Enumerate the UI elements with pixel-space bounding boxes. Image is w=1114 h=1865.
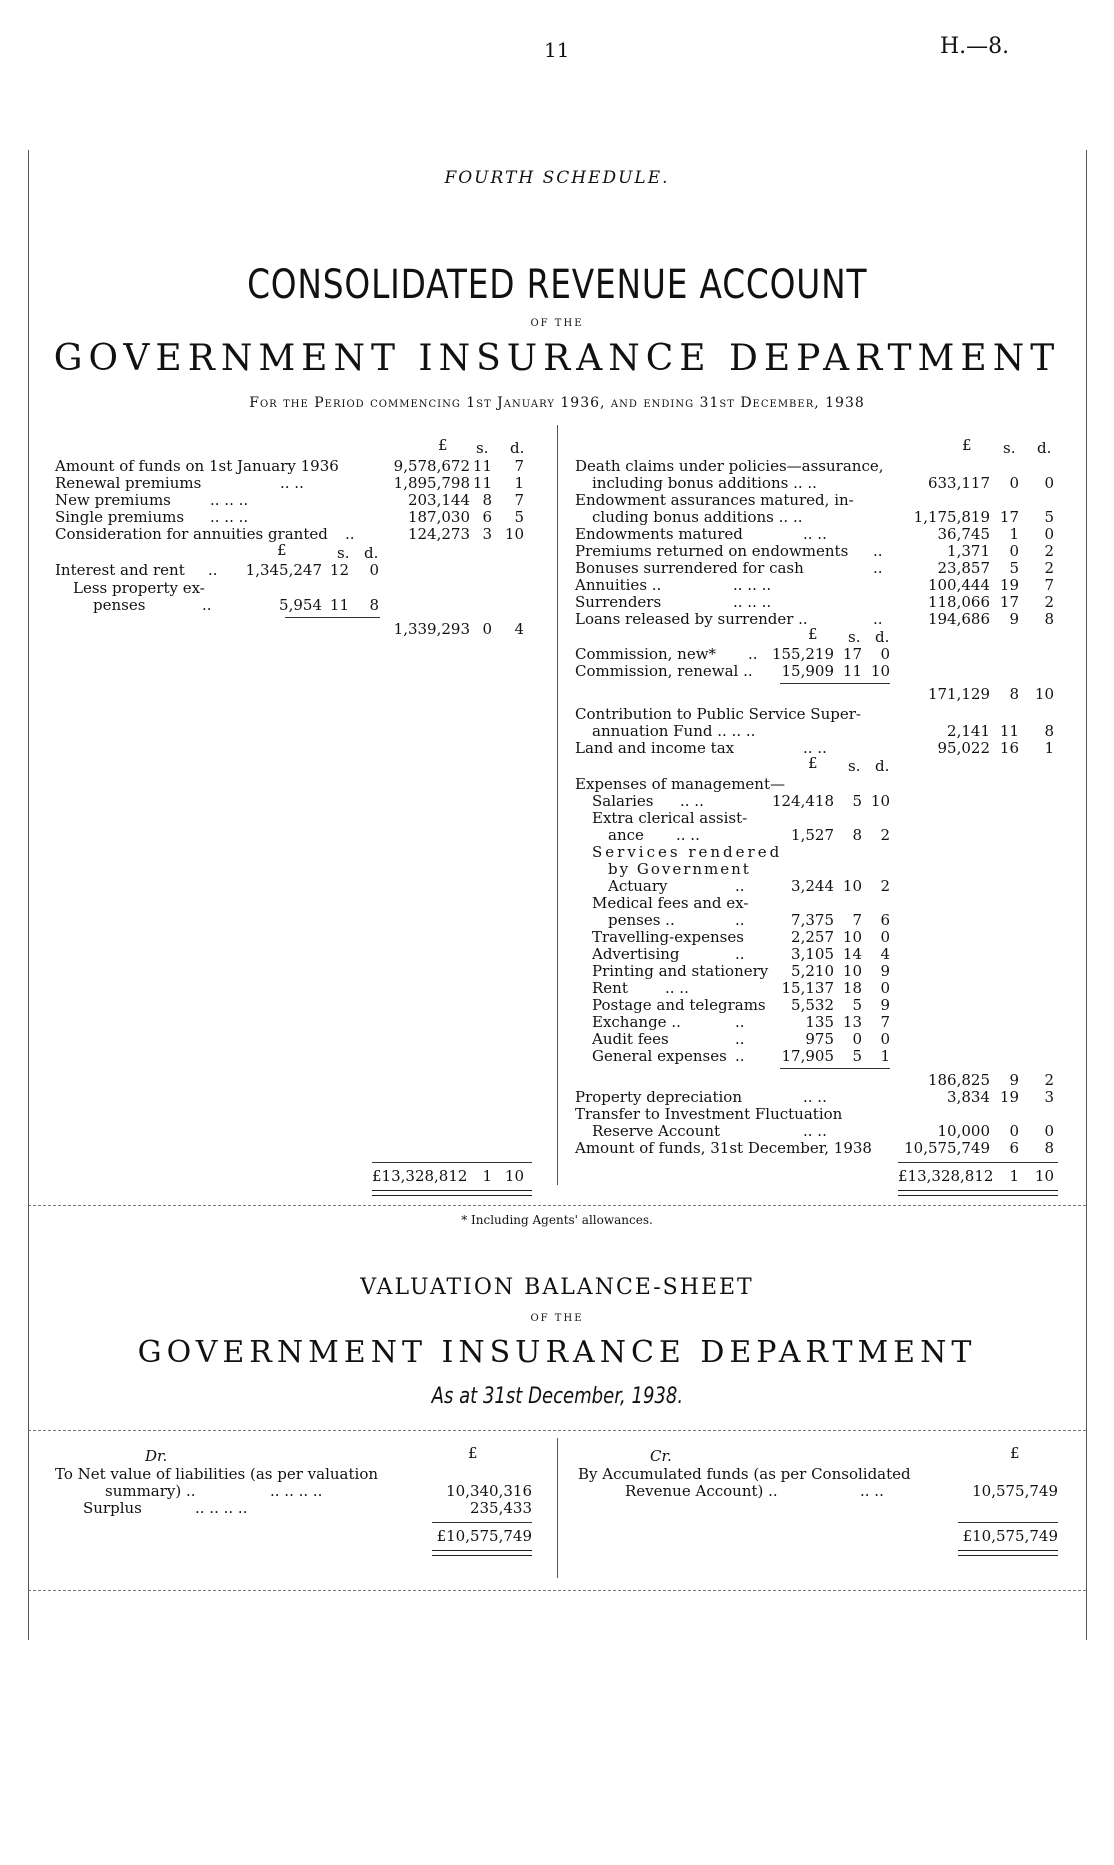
expenditure-item-pence: 2 [1044,593,1054,611]
expense-pence: 9 [880,996,890,1014]
expense-amount: 2,257 [791,928,834,946]
land-tax-pence: 1 [1044,739,1054,757]
of-the-label: OF THE [530,318,584,329]
revenue-item-shillings: 6 [482,508,492,526]
leader-dots: .. [748,645,758,663]
commission-total-amount: 171,129 [927,685,990,703]
surplus-amount: 235,433 [469,1499,532,1517]
column-divider [557,1438,558,1578]
expenditure-item-shillings: 17 [999,593,1019,611]
of-the-label: OF THE [530,1313,584,1324]
contribution-pence: 8 [1044,722,1054,740]
surplus-label: Surplus [83,1499,142,1517]
expense-amount: 3,105 [791,945,834,963]
right-total-amount: £13,328,812 [898,1167,994,1185]
document-reference: H.—8. [940,34,1010,59]
expense-shillings: 8 [852,826,862,844]
commission-renewal-pence: 10 [870,662,890,680]
revenue-item-shillings: 8 [482,491,492,509]
contribution-shillings: 11 [999,722,1019,740]
sub-pence-heading: d. [364,544,379,562]
expenditure-item-amount: 23,857 [937,559,990,577]
leader-dots: .. .. .. .. [270,1482,323,1500]
revenue-item-pence: 7 [514,491,524,509]
total-rule [432,1522,532,1523]
expenditure-item-pence: 0 [1044,525,1054,543]
expenditure-item-pence: 7 [1044,576,1054,594]
commission-total-pence: 10 [1034,685,1054,703]
expense-label: Audit fees [592,1030,669,1048]
expenditure-item-pence: 5 [1044,508,1054,526]
expense-shillings: 10 [842,962,862,980]
expense-label: Extra clerical assist- [592,809,748,827]
expense-pence: 10 [870,792,890,810]
commission-total-shillings: 8 [1009,685,1019,703]
leader-dots: .. .. .. [733,593,772,611]
expense-label-cont: ance [608,826,644,844]
expenditure-item-shillings: 1 [1009,525,1019,543]
expense-amount: 975 [805,1030,834,1048]
revenue-item-shillings: 3 [482,525,492,543]
credit-side-label: Cr. [650,1447,672,1465]
total-double-rule [898,1190,1058,1196]
leader-dots: .. .. [280,474,304,492]
commission-renewal-label: Commission, renewal .. [575,662,753,680]
liabilities-label: To Net value of liabilities (as per valuation [55,1465,379,1483]
leader-dots: .. .. .. [210,508,249,526]
total-rule [898,1162,1058,1163]
pound-heading: £ [962,436,972,454]
land-tax-shillings: 16 [999,739,1019,757]
leader-dots: .. .. .. [733,576,772,594]
less-property-amount: 5,954 [279,596,322,614]
leader-dots: .. .. .. .. [195,1499,248,1517]
expense-label-cont: by Government [608,860,751,878]
left-total-pence: 10 [504,1167,524,1185]
valuation-title: VALUATION BALANCE-SHEET [360,1275,754,1300]
sub-pence-heading: d. [875,757,890,775]
interest-sub-amount: 1,345,247 [245,561,322,579]
revenue-item-label: Consideration for annuities granted [55,525,328,543]
expense-amount: 17,905 [781,1047,834,1065]
expense-shillings: 5 [852,792,862,810]
commission-new-label: Commission, new* [575,645,717,663]
column-divider [557,425,558,1185]
less-property-pence: 8 [369,596,379,614]
revenue-item-pence: 5 [514,508,524,526]
expense-amount: 3,244 [791,877,834,895]
leader-dots: .. [735,1013,745,1031]
expenditure-item-label: Endowments matured [575,525,743,543]
page-number: 11 [544,38,570,62]
expenditure-item-amount: 36,745 [937,525,990,543]
expense-pence: 2 [880,826,890,844]
transfer-pence: 0 [1044,1122,1054,1140]
total-double-rule [432,1550,532,1556]
revenue-item-shillings: 11 [472,457,492,475]
leader-dots: .. .. [803,525,827,543]
expenditure-item-amount: 100,444 [927,576,990,594]
revenue-item-pence: 10 [504,525,524,543]
expense-pence: 2 [880,877,890,895]
property-depreciation-amount: 3,834 [947,1088,990,1106]
leader-dots: .. [735,1047,745,1065]
expenditure-item-label: Bonuses surrendered for cash [575,559,804,577]
expenditure-item-label: Annuities .. [575,576,662,594]
expense-shillings: 5 [852,1047,862,1065]
valuation-department: GOVERNMENT INSURANCE DEPARTMENT [137,1335,977,1370]
expense-label: Rent [592,979,628,997]
interest-net-pence: 4 [514,620,524,638]
expense-shillings: 18 [842,979,862,997]
expense-amount: 5,532 [791,996,834,1014]
sub-pence-heading: d. [875,628,890,646]
expenditure-item-pence: 8 [1044,610,1054,628]
less-property-label: Less property ex- [73,579,205,597]
expense-label: Salaries [592,792,654,810]
revenue-item-label: Renewal premiums [55,474,202,492]
revenue-item-label: Single premiums [55,508,185,526]
expense-label: General expenses [592,1047,727,1065]
expenditure-item-amount: 1,175,819 [913,508,990,526]
expense-pence: 0 [880,979,890,997]
left-total-amount: £13,328,812 [372,1167,468,1185]
leader-dots: .. [735,877,745,895]
expenses-total-pence: 2 [1044,1071,1054,1089]
leader-dots: .. [208,561,218,579]
expense-label: Advertising [592,945,680,963]
expenditure-item-shillings: 0 [1009,542,1019,560]
expense-pence: 4 [880,945,890,963]
pound-heading: £ [438,436,448,454]
contribution-label-cont: annuation Fund .. .. .. [592,722,756,740]
expense-shillings: 10 [842,877,862,895]
expenditure-item-label: Loans released by surrender .. [575,610,808,628]
total-rule [372,1162,532,1163]
transfer-label-cont: Reserve Account [592,1122,721,1140]
funds-end-pence: 8 [1044,1139,1054,1157]
expense-pence: 6 [880,911,890,929]
expenditure-item-amount: 1,371 [947,542,990,560]
commission-renewal-amount: 15,909 [781,662,834,680]
pence-heading: d. [1037,439,1052,457]
expenditure-item-label: Surrenders [575,593,662,611]
right-total-pence: 10 [1034,1167,1054,1185]
expenditure-item-shillings: 0 [1009,474,1019,492]
expenses-heading: Expenses of management— [575,775,785,793]
revenue-item-amount: 187,030 [407,508,470,526]
expenditure-item-shillings: 9 [1009,610,1019,628]
right-total-shillings: 1 [1009,1167,1019,1185]
expense-label-cont: Actuary [608,877,668,895]
leader-dots: .. [345,525,355,543]
sub-shilling-heading: s. [848,628,861,646]
expenditure-item-label: Premiums returned on endowments [575,542,849,560]
accumulated-funds-label-cont: Revenue Account) .. [625,1482,778,1500]
valuation-date: As at 31st December, 1938. [431,1384,683,1409]
period-subtitle: For the Period commencing 1st January 1936, and ending 31st December, 1938 [249,395,865,411]
expense-pence: 9 [880,962,890,980]
expenses-total-amount: 186,825 [927,1071,990,1089]
interest-sub-pence: 0 [369,561,379,579]
revenue-item-amount: 124,273 [407,525,470,543]
less-property-shillings: 11 [329,596,349,614]
expense-shillings: 7 [852,911,862,929]
commission-new-shillings: 17 [842,645,862,663]
land-tax-label: Land and income tax [575,739,735,757]
leader-dots: .. .. [680,792,704,810]
left-total-shillings: 1 [482,1167,492,1185]
leader-dots: .. [873,542,883,560]
total-double-rule [958,1550,1058,1556]
expense-shillings: 13 [842,1013,862,1031]
expense-shillings: 10 [842,928,862,946]
subtotal-rule [780,683,890,684]
section-separator [28,1205,1086,1206]
expense-amount: 1,527 [791,826,834,844]
revenue-item-label: Amount of funds on 1st January 1936 [55,457,339,475]
expenditure-item-shillings: 19 [999,576,1019,594]
expense-label: Exchange .. [592,1013,681,1031]
expenditure-item-shillings: 17 [999,508,1019,526]
leader-dots: .. [735,945,745,963]
expense-label-cont: penses .. [608,911,675,929]
leader-dots: .. [735,1030,745,1048]
leader-dots: .. .. .. [210,491,249,509]
expense-shillings: 0 [852,1030,862,1048]
interest-label: Interest and rent [55,561,185,579]
sub-pound-heading: £ [808,754,818,772]
expenditure-item-label-cont: cluding bonus additions .. .. [592,508,803,526]
expenditure-item-label-cont: including bonus additions .. .. [592,474,817,492]
contribution-label: Contribution to Public Service Super- [575,705,861,723]
revenue-item-amount: 203,144 [407,491,470,509]
funds-end-amount: 10,575,749 [904,1139,990,1157]
commission-new-pence: 0 [880,645,890,663]
accumulated-funds-label: By Accumulated funds (as per Consolidated [578,1465,911,1483]
leader-dots: .. .. [803,1122,827,1140]
leader-dots: .. .. [676,826,700,844]
expense-amount: 5,210 [791,962,834,980]
transfer-label: Transfer to Investment Fluctuation [575,1105,843,1123]
pence-heading: d. [510,439,525,457]
revenue-item-shillings: 11 [472,474,492,492]
sub-pound-heading: £ [277,541,287,559]
expense-amount: 124,418 [771,792,834,810]
interest-net-amount: 1,339,293 [393,620,470,638]
leader-dots: .. .. [803,739,827,757]
subtotal-rule [780,1068,890,1069]
revenue-item-amount: 1,895,798 [393,474,470,492]
interest-sub-shillings: 12 [329,561,349,579]
debit-side-label: Dr. [145,1447,168,1465]
property-depreciation-pence: 3 [1044,1088,1054,1106]
expense-pence: 1 [880,1047,890,1065]
interest-net-shillings: 0 [482,620,492,638]
section-separator [28,1590,1086,1591]
transfer-shillings: 0 [1009,1122,1019,1140]
schedule-heading: FOURTH SCHEDULE. [444,168,670,188]
expenses-total-shillings: 9 [1009,1071,1019,1089]
liabilities-label-cont: summary) .. [105,1482,196,1500]
funds-end-shillings: 6 [1009,1139,1019,1157]
expenditure-item-pence: 2 [1044,542,1054,560]
expense-pence: 0 [880,1030,890,1048]
leader-dots: .. [873,559,883,577]
expense-amount: 135 [805,1013,834,1031]
sub-shilling-heading: s. [848,757,861,775]
sub-shilling-heading: s. [337,544,350,562]
accumulated-funds-amount: 10,575,749 [972,1482,1058,1500]
expenditure-item-pence: 0 [1044,474,1054,492]
commission-new-amount: 155,219 [771,645,834,663]
revenue-item-pence: 7 [514,457,524,475]
expenditure-item-amount: 194,686 [927,610,990,628]
department-title: GOVERNMENT INSURANCE DEPARTMENT [53,338,1061,379]
expense-pence: 0 [880,928,890,946]
expense-amount: 7,375 [791,911,834,929]
expense-shillings: 14 [842,945,862,963]
expenditure-item-label: Death claims under policies—assurance, [575,457,884,475]
revenue-item-amount: 9,578,672 [393,457,470,475]
debit-total: £10,575,749 [436,1527,532,1545]
expense-label: Travelling-expenses [592,928,744,946]
contribution-amount: 2,141 [947,722,990,740]
expense-label: Printing and stationery [592,962,769,980]
expense-label: Medical fees and ex- [592,894,749,912]
expense-amount: 15,137 [781,979,834,997]
shilling-heading: s. [476,439,489,457]
leader-dots: .. .. [803,1088,827,1106]
leader-dots: .. [873,610,883,628]
sub-pound-heading: £ [808,625,818,643]
expense-pence: 7 [880,1013,890,1031]
expense-shillings: 5 [852,996,862,1014]
revenue-item-pence: 1 [514,474,524,492]
leader-dots: .. .. [860,1482,884,1500]
commission-renewal-shillings: 11 [842,662,862,680]
funds-end-label: Amount of funds, 31st December, 1938 [575,1139,872,1157]
transfer-amount: 10,000 [937,1122,990,1140]
total-double-rule [372,1190,532,1196]
expenditure-item-label: Endowment assurances matured, in- [575,491,854,509]
leader-dots: .. .. [665,979,689,997]
expenditure-item-pence: 2 [1044,559,1054,577]
land-tax-amount: 95,022 [937,739,990,757]
revenue-item-label: New premiums [55,491,171,509]
credit-total: £10,575,749 [962,1527,1058,1545]
leader-dots: .. [735,911,745,929]
less-property-label-cont: penses [93,596,146,614]
expense-label: Postage and telegrams [592,996,766,1014]
section-separator [28,1430,1086,1431]
subtotal-rule [285,617,380,618]
pound-heading: £ [468,1444,478,1462]
property-depreciation-shillings: 19 [999,1088,1019,1106]
revenue-account-title: CONSOLIDATED REVENUE ACCOUNT [246,262,868,308]
footnote: * Including Agents' allowances. [461,1213,653,1227]
pound-heading: £ [1010,1444,1020,1462]
leader-dots: .. [202,596,212,614]
total-rule [958,1522,1058,1523]
expense-label: Services rendered [592,843,783,861]
shilling-heading: s. [1003,439,1016,457]
expenditure-item-amount: 633,117 [927,474,990,492]
property-depreciation-label: Property depreciation [575,1088,742,1106]
liabilities-amount: 10,340,316 [446,1482,532,1500]
expenditure-item-shillings: 5 [1009,559,1019,577]
expenditure-item-amount: 118,066 [927,593,990,611]
